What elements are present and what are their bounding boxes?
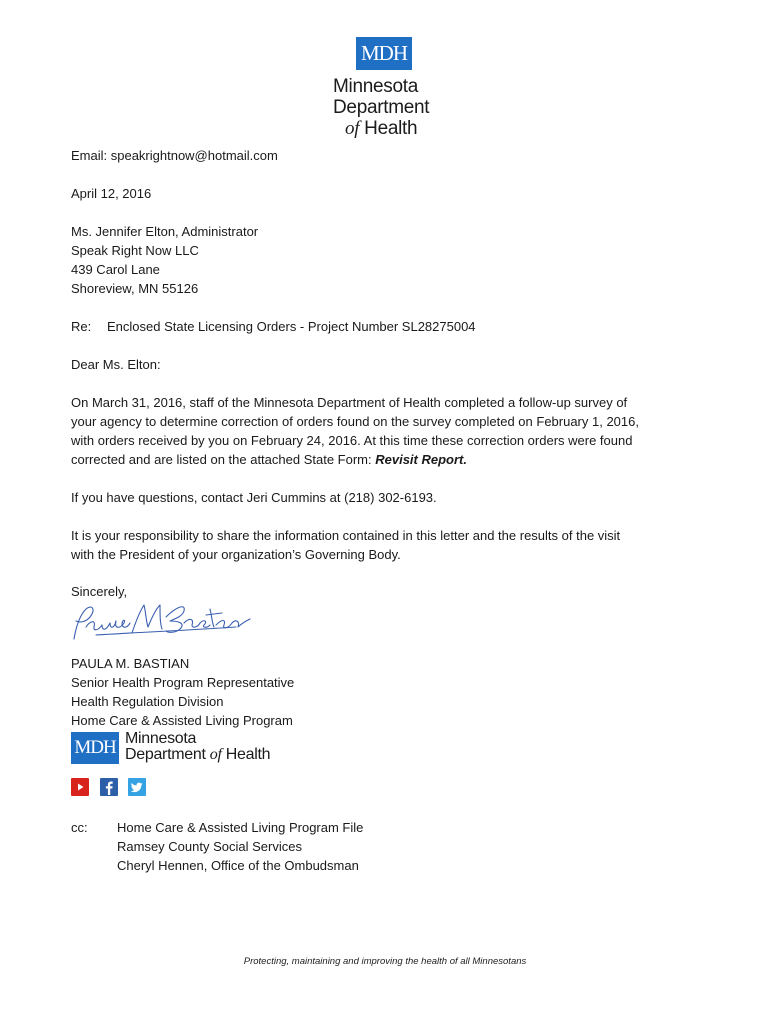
letterhead-of: of (345, 118, 360, 139)
letterhead-line-2: Department (333, 97, 430, 118)
recipient-street: 439 Carol Lane (71, 262, 160, 277)
revisit-report-emphasis: Revisit Report. (375, 452, 467, 467)
twitter-icon[interactable] (128, 778, 146, 796)
recipient-name: Ms. Jennifer Elton, Administrator (71, 224, 259, 239)
cc-item-1: Home Care & Assisted Living Program File (117, 820, 364, 835)
footer-logo-department: Department (125, 746, 210, 763)
signer-name: PAULA M. BASTIAN (71, 656, 190, 671)
youtube-icon[interactable] (71, 778, 89, 796)
salutation: Dear Ms. Elton: (71, 357, 161, 372)
footer-tagline: Protecting, maintaining and improving the health of all Minnesotans (243, 956, 527, 967)
body-line-4-text: corrected and are listed on the attached State Form: (71, 452, 376, 467)
responsibility-line-2: with the President of your organization’s Governing Body. (71, 547, 401, 562)
cc-item-3: Cheryl Hennen, Office of the Ombudsman (117, 858, 359, 873)
mdh-footer-logo-text (125, 731, 270, 763)
body-line-2: your agency to determine correction of orders found on the survey completed on February 1, 2016, (71, 414, 639, 429)
re-subject: Enclosed State Licensing Orders - Project Number SL28275004 (107, 319, 476, 334)
footer-logo-health: Health (221, 746, 271, 763)
closing: Sincerely, (71, 584, 128, 599)
signer-division: Health Regulation Division (71, 694, 224, 709)
mdh-footer-logo (71, 732, 331, 764)
signer-program: Home Care & Assisted Living Program (71, 713, 293, 728)
body-paragraph (71, 393, 701, 469)
body-line-4 (71, 450, 701, 469)
letterhead-health: Health (359, 118, 418, 139)
recipient-city: Shoreview, MN 55126 (71, 281, 199, 296)
mdh-letterhead-logo (333, 37, 443, 139)
footer-logo-line-1: Minnesota (125, 730, 197, 747)
cc-item-2: Ramsey County Social Services (117, 839, 302, 854)
cc-list (117, 818, 363, 875)
re-label: Re: (71, 319, 92, 334)
email-line: Email: speakrightnow@hotmail.com (71, 148, 278, 163)
recipient-company: Speak Right Now LLC (71, 243, 199, 258)
footer-logo-line-2 (125, 747, 270, 763)
questions-line: If you have questions, contact Jeri Cummins at (218) 302-6193. (71, 490, 437, 505)
handwritten-signature (66, 597, 256, 649)
footer-logo-of: of (209, 746, 222, 763)
mdh-footer-logo-box: MDH (71, 732, 119, 764)
cc-label: cc: (71, 820, 88, 835)
signer-block (71, 654, 701, 730)
letterhead-line-3 (333, 118, 443, 139)
responsibility-paragraph (71, 526, 701, 564)
facebook-icon[interactable] (100, 778, 118, 796)
signer-title: Senior Health Program Representative (71, 675, 295, 690)
letter-date: April 12, 2016 (71, 186, 152, 201)
mdh-logo-box: MDH (356, 37, 412, 70)
responsibility-line-1: It is your responsibility to share the information contained in this letter and the results of the visit (71, 528, 621, 543)
recipient-address (71, 222, 701, 298)
letterhead-line-1: Minnesota (333, 76, 418, 97)
body-line-3: with orders received by you on February 24, 2016. At this time these correction orders were found (71, 433, 633, 448)
body-line-1: On March 31, 2016, staff of the Minnesota Department of Health completed a follow-up survey of (71, 395, 628, 410)
